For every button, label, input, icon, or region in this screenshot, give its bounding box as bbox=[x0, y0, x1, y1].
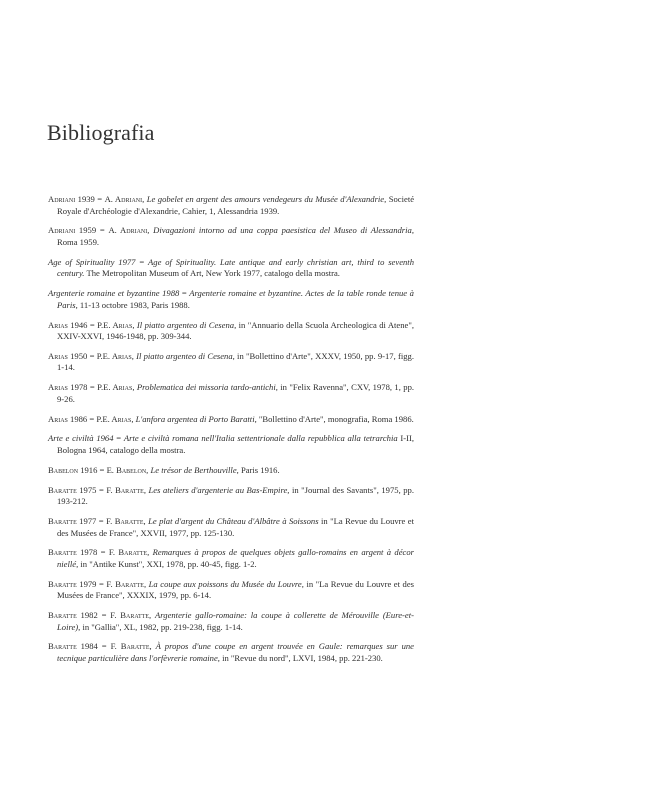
entry-title: Le gobelet en argent des amours vendegeurs du Musée d'Alexandrie bbox=[146, 194, 385, 204]
entry-separator: = bbox=[97, 641, 111, 652]
entry-details: , Roma 1959. bbox=[57, 225, 414, 247]
entry-details: in "La Revue du Louvre et des Musées de France", XXVII, 1977, pp. 125-130. bbox=[57, 515, 414, 538]
entry-author: F. Baratte bbox=[106, 578, 144, 589]
entry-title: Les ateliers d'argenterie au Bas-Empire bbox=[148, 484, 288, 495]
entry-author: F. Baratte bbox=[108, 547, 148, 558]
bibliography-entry bbox=[48, 516, 414, 539]
entry-author: A. Adriani bbox=[108, 225, 148, 236]
entry-title: Divagazioni intorno ad una coppa paesistica del Museo di Alessandria bbox=[153, 225, 412, 236]
entry-title: À propos d'une coupe en argent trouvée en Gaule: remarques sur une tecnique particulière dans l'orfèvrerie romaine bbox=[57, 641, 414, 664]
entry-key: Baratte 1982 bbox=[48, 610, 98, 621]
bibliography-entry bbox=[48, 485, 414, 508]
entry-separator: = bbox=[87, 413, 97, 424]
entry-details: , in "Felix Ravenna", CXV, 1978, 1, pp. 9-26. bbox=[57, 382, 415, 404]
entry-separator: = bbox=[179, 288, 190, 299]
entry-title: Problematica dei missoria tardo-antichi bbox=[136, 382, 276, 393]
entry-separator: = bbox=[87, 382, 98, 393]
entry-punctuation: , bbox=[142, 194, 147, 204]
entry-details: , in "Journal des Savants", 1975, pp. 193-212. bbox=[57, 484, 414, 507]
entry-key: Baratte 1977 bbox=[48, 515, 97, 526]
bibliography-entry bbox=[48, 257, 414, 280]
entry-title: La coupe aux poissons du Musée du Louvre bbox=[148, 578, 302, 589]
entry-punctuation: , bbox=[146, 464, 151, 475]
entry-punctuation: , bbox=[149, 610, 155, 621]
entry-author: F. Baratte bbox=[106, 484, 144, 495]
entry-separator: = bbox=[135, 256, 149, 267]
entry-punctuation: , bbox=[147, 547, 153, 558]
entry-key: Age of Spirituality 1977 bbox=[48, 256, 136, 267]
entry-separator: = bbox=[96, 578, 107, 589]
entry-punctuation: , bbox=[131, 350, 137, 361]
entry-title: Il piatto argenteo di Cesena bbox=[136, 319, 235, 330]
entry-title: L'anfora argentea di Porto Baratti bbox=[135, 413, 255, 424]
entry-key: Baratte 1975 bbox=[48, 484, 97, 495]
bibliography-entry bbox=[48, 547, 414, 570]
entry-punctuation: , bbox=[132, 319, 137, 330]
entry-punctuation: , bbox=[131, 413, 136, 424]
entry-author: E. Babelon bbox=[106, 464, 147, 475]
entry-punctuation: , bbox=[147, 225, 154, 236]
entry-key: Arias 1978 bbox=[48, 382, 88, 393]
bibliography-entry bbox=[48, 320, 414, 343]
entry-title: Argenterie gallo-romaine: la coupe à collerette de Mérouville (Eure-et-Loire) bbox=[57, 610, 414, 632]
bibliography-entry bbox=[48, 225, 414, 248]
entry-author: P.E. Arias bbox=[96, 350, 132, 361]
entry-details: , in "Antike Kunst", XXI, 1978, pp. 40-45, figg. 1-2. bbox=[76, 558, 257, 569]
bibliography-entry bbox=[48, 610, 414, 633]
bibliography-entry bbox=[48, 579, 414, 602]
entry-details: , in "Revue du nord", LXVI, 1984, pp. 221-230. bbox=[217, 653, 383, 664]
entry-punctuation: , bbox=[143, 484, 149, 495]
entry-details: I-II, Bologna 1964, catalogo della mostra. bbox=[57, 433, 414, 455]
bibliography-entry bbox=[48, 194, 414, 217]
bibliography-entry bbox=[48, 351, 414, 374]
entry-title: Age of Spirituality. Late antique and early christian art, third to seventh century. bbox=[57, 256, 414, 279]
entry-separator: = bbox=[87, 319, 98, 330]
entry-author: P.E. Arias bbox=[97, 382, 133, 393]
entry-details: , in "Annuario della Scuola Archeologica di Atene", XXIV-XXVI, 1946-1948, pp. 309-344. bbox=[57, 319, 415, 342]
entry-key: Arte e civiltà 1964 bbox=[48, 433, 114, 444]
entry-key: Arias 1946 bbox=[48, 319, 88, 330]
entry-author: F. Baratte bbox=[106, 515, 144, 526]
entry-title: Argenterie romaine et byzantine. Actes de la table ronde tenue à Paris bbox=[57, 288, 414, 310]
bibliography-entry bbox=[48, 382, 414, 405]
bibliography-list bbox=[48, 194, 414, 673]
entry-punctuation: , bbox=[132, 382, 137, 393]
entry-title: Il piatto argenteo di Cesena bbox=[136, 350, 233, 361]
bibliography-entry bbox=[48, 465, 414, 477]
entry-details: , in "La Revue du Louvre et des Musées de France", XXXIX, 1979, pp. 6-14. bbox=[57, 578, 415, 601]
entry-key: Arias 1986 bbox=[48, 413, 88, 424]
entry-author: P.E. Arias bbox=[97, 319, 133, 330]
entry-key: Argenterie romaine et byzantine 1988 bbox=[48, 288, 180, 299]
entry-title: Remarques à propos de quelques objets gallo-romains en argent à décor niellé bbox=[57, 547, 414, 569]
entry-separator: = bbox=[97, 547, 109, 558]
entry-details: The Metropolitan Museum of Art, New York 1977, catalogo della mostra. bbox=[84, 268, 340, 279]
entry-title: Le trésor de Berthouville bbox=[150, 464, 237, 475]
entry-separator: = bbox=[87, 350, 97, 361]
entry-details: , in "Bollettino d'Arte", XXXV, 1950, pp. 9-17, figg. 1-14. bbox=[57, 350, 414, 373]
entry-title: Arte e civiltà romana nell'Italia settentrionale dalla repubblica alla tetrarchia bbox=[123, 433, 398, 444]
entry-separator: = bbox=[113, 433, 124, 444]
entry-author: A. Adriani bbox=[104, 194, 143, 204]
entry-author: F. Baratte bbox=[110, 641, 150, 652]
entry-key: Baratte 1979 bbox=[48, 578, 97, 589]
entry-separator: = bbox=[94, 194, 105, 204]
entry-author: P.E. Arias bbox=[96, 413, 132, 424]
page-title: Bibliografia bbox=[47, 120, 155, 145]
entry-details: , "Bollettino d'Arte", monografia, Roma 1986. bbox=[254, 413, 414, 424]
entry-separator: = bbox=[97, 464, 107, 475]
entry-details: , Paris 1916. bbox=[236, 464, 280, 475]
entry-details: , in "Gallia", XL, 1982, pp. 219-238, figg. 1-14. bbox=[78, 621, 243, 632]
entry-separator: = bbox=[97, 610, 111, 621]
entry-key: Adriani 1939 bbox=[48, 194, 95, 204]
bibliography-entry bbox=[48, 433, 414, 456]
entry-punctuation: , bbox=[149, 641, 156, 652]
entry-key: Arias 1950 bbox=[48, 350, 88, 361]
bibliography-entry bbox=[48, 641, 414, 664]
entry-separator: = bbox=[96, 484, 107, 495]
entry-details: , Societé Royale d'Archéologie d'Alexandrie, Cahier, 1, Alessandria 1939. bbox=[57, 194, 415, 216]
bibliography-entry bbox=[48, 414, 414, 426]
entry-author: F. Baratte bbox=[110, 610, 150, 621]
entry-key: Babelon 1916 bbox=[48, 464, 98, 475]
entry-key: Baratte 1984 bbox=[48, 641, 98, 652]
entry-punctuation: , bbox=[143, 515, 149, 526]
entry-separator: = bbox=[96, 225, 109, 236]
entry-punctuation: , bbox=[143, 578, 149, 589]
entry-key: Adriani 1959 bbox=[48, 225, 97, 236]
entry-details: , 11-13 octobre 1983, Paris 1988. bbox=[75, 299, 190, 310]
entry-separator: = bbox=[96, 515, 107, 526]
entry-title: Le plat d'argent du Château d'Albâtre à Soissons bbox=[148, 515, 319, 526]
entry-key: Baratte 1978 bbox=[48, 547, 98, 558]
bibliography-entry bbox=[48, 288, 414, 311]
